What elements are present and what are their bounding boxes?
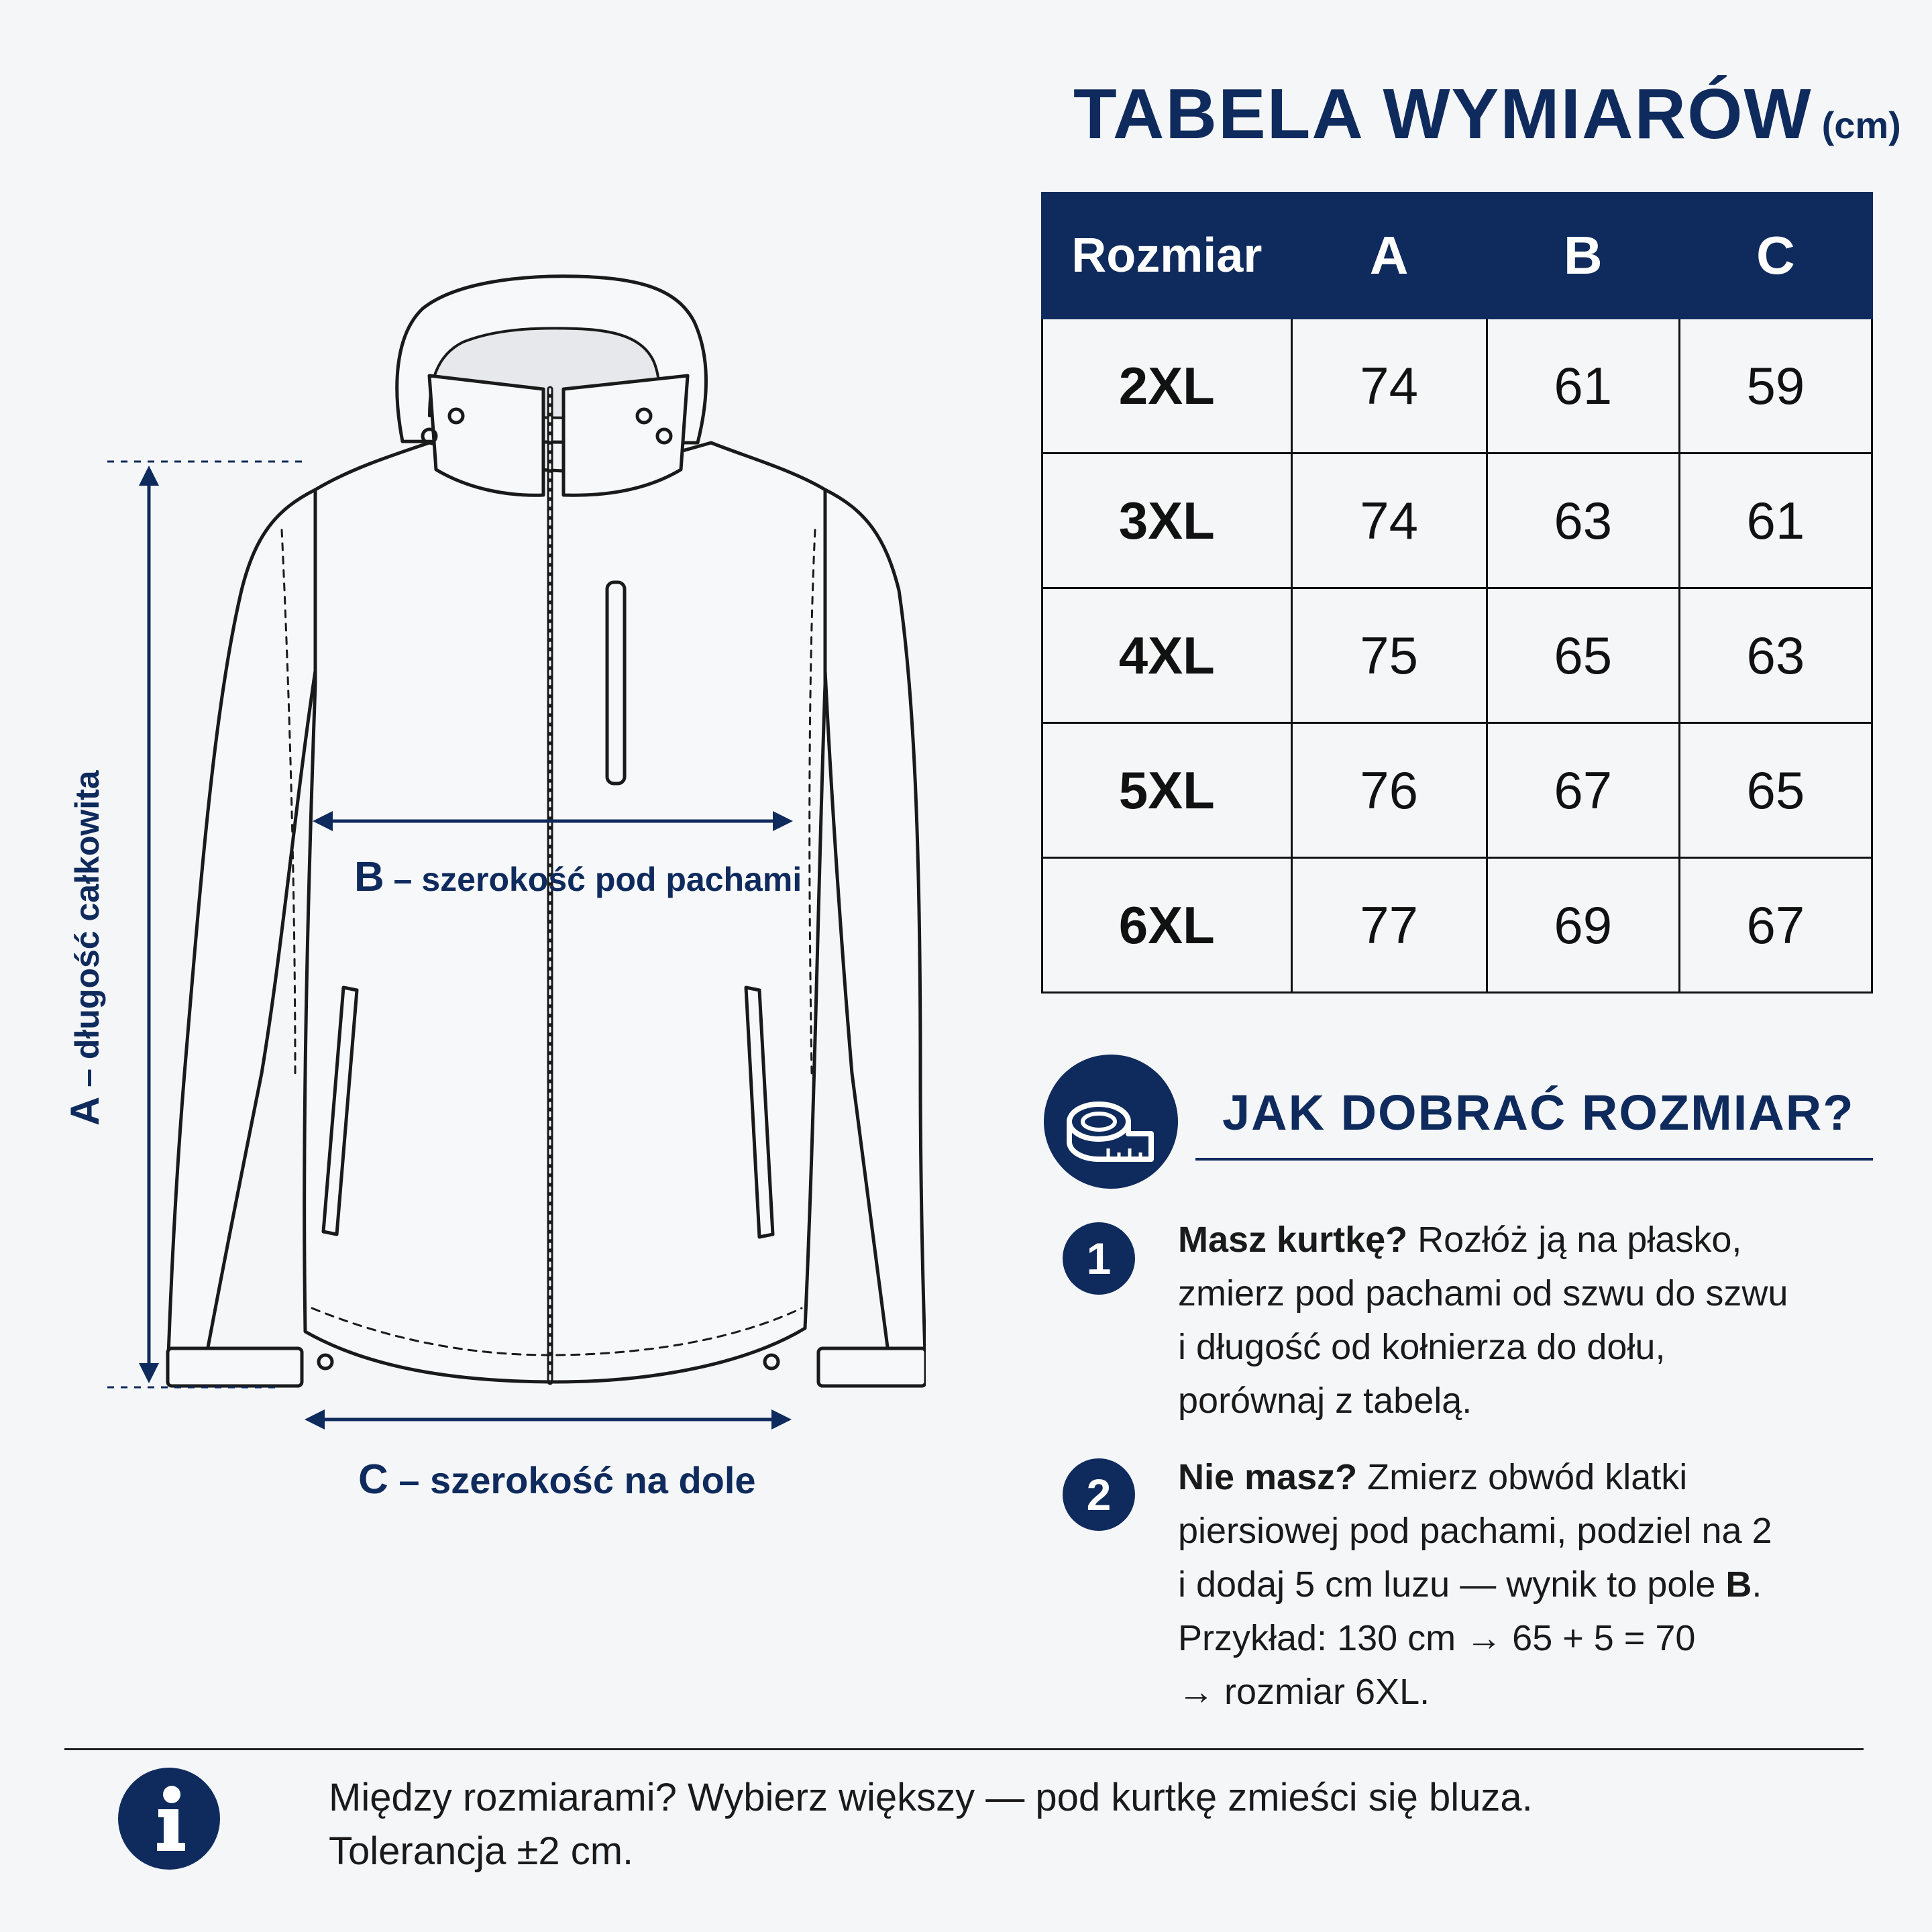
value-cell-c: 61 <box>1679 453 1872 588</box>
step-1-line: i długość od kołnierza do dołu, <box>1178 1327 1666 1367</box>
size-cell: 3XL <box>1042 453 1292 588</box>
value-cell-a: 76 <box>1291 723 1487 858</box>
table-row <box>1042 453 1872 588</box>
label-a <box>62 770 108 1126</box>
value-cell-b: 65 <box>1487 588 1679 723</box>
jacket-drawing <box>0 0 926 1556</box>
how-title-underline <box>1195 1158 1873 1161</box>
size-table <box>1041 192 1873 994</box>
step-2-line: → rozmiar 6XL. <box>1178 1672 1430 1712</box>
size-cell: 5XL <box>1042 723 1292 858</box>
value-cell-c: 65 <box>1679 723 1872 858</box>
footer-line-1: Między rozmiarami? Wybierz większy — pod kurtkę zmieści się bluza. <box>329 1776 1533 1819</box>
table-row <box>1042 723 1872 858</box>
title-text: TABELA WYMIARÓW <box>1073 74 1813 154</box>
right-sleeve <box>825 490 926 1383</box>
jacket-body <box>305 443 825 1382</box>
label-b-letter: B <box>354 854 384 900</box>
size-cell: 4XL <box>1042 588 1292 723</box>
size-cell: 2XL <box>1042 319 1292 453</box>
label-b-text: – szerokość pod pachami <box>384 861 802 898</box>
step-2-line: i dodaj 5 cm luzu — wynik to pole B. <box>1178 1564 1762 1605</box>
step-2-lead: Nie masz? <box>1178 1457 1358 1497</box>
value-cell-c: 63 <box>1679 588 1872 723</box>
how-to-choose-title: JAK DOBRAĆ ROZMIAR? <box>1222 1085 1855 1140</box>
left-sleeve <box>168 490 315 1383</box>
value-cell-b: 61 <box>1487 319 1679 453</box>
column-header-size: Rozmiar <box>1042 193 1292 319</box>
label-a-text: – długość całkowita <box>68 770 106 1097</box>
value-cell-a: 77 <box>1291 858 1487 993</box>
step-2-line: Nie masz? Zmierz obwód klatki <box>1178 1457 1688 1497</box>
column-header-a: A <box>1291 193 1487 319</box>
column-header-c: C <box>1679 193 1872 319</box>
info-icon <box>118 1768 220 1870</box>
label-c-letter: C <box>358 1456 388 1503</box>
label-c-text: – szerokość na dole <box>388 1459 756 1501</box>
table-row <box>1042 319 1872 453</box>
table-row <box>1042 858 1872 993</box>
right-cuff <box>818 1348 926 1386</box>
step-1-line: porównaj z tabelą. <box>1178 1381 1472 1421</box>
label-b <box>354 853 802 901</box>
step-2-line: piersiowej pod pachami, podziel na 2 <box>1178 1511 1772 1551</box>
step-1-badge: 1 <box>1063 1222 1135 1295</box>
step-1-line: Masz kurtkę? Rozłóż ją na płasko, <box>1178 1220 1742 1260</box>
left-cuff <box>168 1348 302 1386</box>
step-1-line: zmierz pod pachami od szwu do szwu <box>1178 1273 1788 1313</box>
step-2-badge: 2 <box>1063 1458 1135 1531</box>
step-2-line: Przykład: 130 cm → 65 + 5 = 70 <box>1178 1618 1696 1658</box>
column-header-b: B <box>1487 193 1679 319</box>
step-1-text <box>1178 1213 1862 1428</box>
label-a-letter: A <box>62 1096 107 1126</box>
size-cell: 6XL <box>1042 858 1292 993</box>
value-cell-b: 69 <box>1487 858 1679 993</box>
value-cell-a: 74 <box>1291 453 1487 588</box>
measuring-tape-icon <box>1044 1055 1178 1189</box>
footer-line-2: Tolerancja ±2 cm. <box>329 1829 634 1873</box>
page-title <box>1073 74 1901 155</box>
table-header-row <box>1042 193 1872 319</box>
value-cell-a: 75 <box>1291 588 1487 723</box>
value-cell-c: 59 <box>1679 319 1872 453</box>
value-cell-a: 74 <box>1291 319 1487 453</box>
footer-divider <box>64 1748 1864 1750</box>
title-unit: (cm) <box>1821 104 1901 146</box>
collar-right <box>564 376 688 495</box>
step-2-text <box>1178 1450 1862 1719</box>
value-cell-c: 67 <box>1679 858 1872 993</box>
step-1-lead: Masz kurtkę? <box>1178 1220 1408 1260</box>
value-cell-b: 63 <box>1487 453 1679 588</box>
table-row <box>1042 588 1872 723</box>
footer-note <box>329 1771 1533 1878</box>
label-c <box>358 1456 756 1503</box>
value-cell-b: 67 <box>1487 723 1679 858</box>
